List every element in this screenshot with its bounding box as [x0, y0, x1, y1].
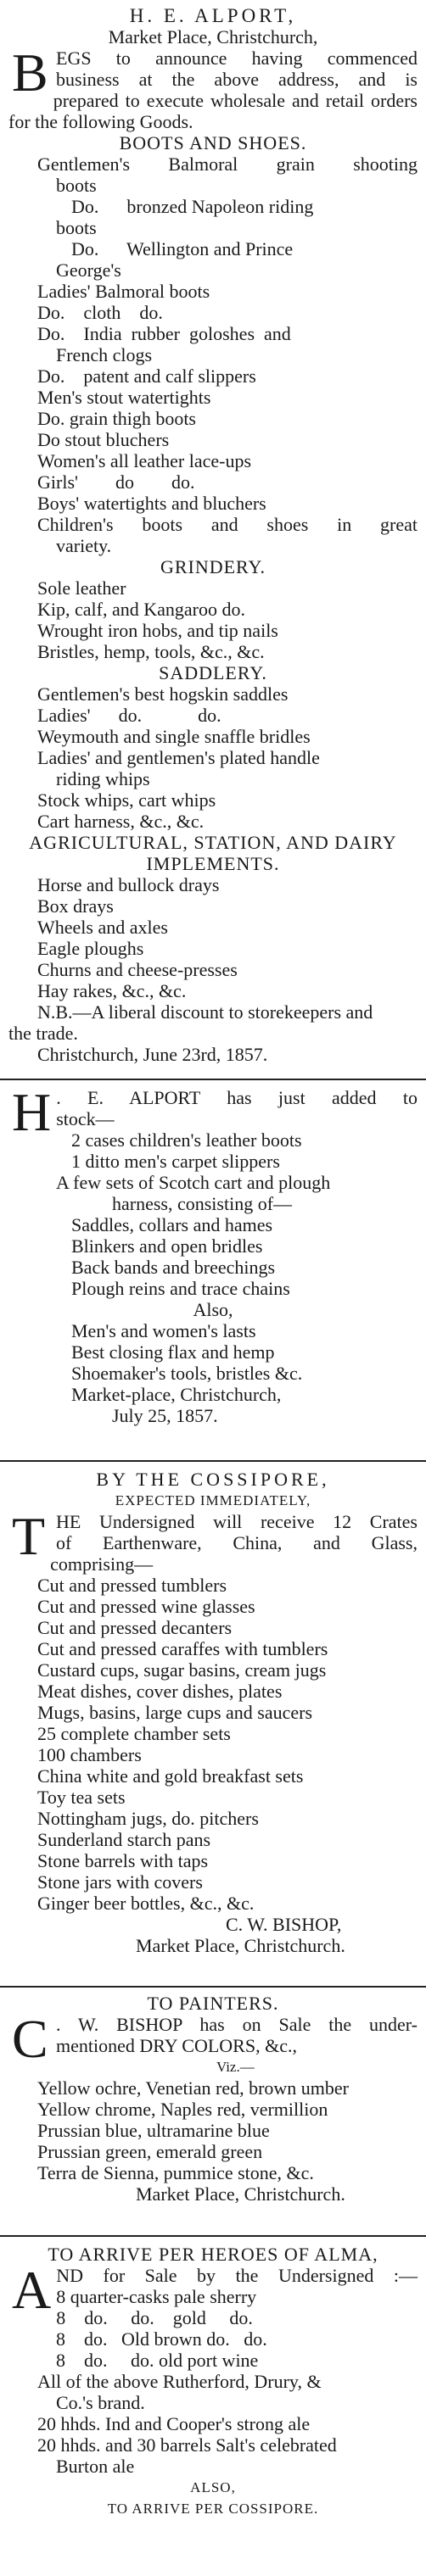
drop-capital: C — [12, 2009, 48, 2069]
dateline: Christchurch, June 23rd, 1857. — [37, 1044, 268, 1065]
item: Cut and pressed caraffes with tumblers — [37, 1638, 328, 1659]
text-line: Viz.— — [216, 2059, 255, 2075]
item: 20 hhds. and 30 barrels Salt's celebrated — [37, 2434, 337, 2456]
item: Ginger beer bottles, &c., &c. — [37, 1893, 255, 1914]
item: Do. India rubber goloshes and — [37, 323, 291, 344]
item: 1 ditto men's carpet slippers — [71, 1151, 280, 1172]
item: Eagle ploughs — [37, 938, 144, 959]
text-line: comprising— — [50, 1553, 154, 1575]
drop-capital: H — [12, 1082, 52, 1142]
item: Yellow ochre, Venetian red, brown umber — [37, 2077, 349, 2099]
item: harness, consisting of— — [112, 1193, 293, 1214]
item: Stock whips, cart whips — [37, 789, 216, 811]
item: Terra de Sienna, pummice stone, &c. — [37, 2162, 314, 2183]
text-line: business at the above address, and is — [56, 69, 418, 90]
text-line: . E. ALPORT has just added to — [56, 1087, 418, 1108]
intro-paragraph — [8, 42, 418, 132]
item: Blinkers and open bridles — [71, 1235, 263, 1257]
section-heading: BY THE COSSIPORE, — [96, 1469, 330, 1490]
item: 2 cases children's leather boots — [71, 1129, 302, 1151]
item: Burton ale — [56, 2456, 135, 2477]
text-line: . W. BISHOP has on Sale the under- — [56, 2014, 418, 2035]
item: Do. bronzed Napoleon riding — [71, 196, 314, 217]
bishop-cossipore-advertisement — [8, 1469, 418, 1956]
item: Ladies' Balmoral boots — [37, 281, 210, 302]
item: Ladies' do. do. — [37, 705, 221, 726]
waitt-advertisement — [8, 2244, 418, 2519]
item: 25 complete chamber sets — [37, 1723, 231, 1744]
item: 8 do. do. old port wine — [56, 2350, 259, 2371]
subheading: EXPECTED IMMEDIATELY, — [115, 1492, 311, 1508]
item: Back bands and breechings — [71, 1257, 276, 1278]
item: boots — [56, 217, 97, 238]
item: Nottingham jugs, do. pitchers — [37, 1808, 259, 1829]
item: Gentlemen's Balmoral grain shooting — [37, 153, 418, 175]
item: Bristles, hemp, tools, &c., &c. — [37, 641, 265, 662]
section-heading: TO PAINTERS. — [147, 1993, 279, 2014]
section-heading: IMPLEMENTS. — [146, 853, 280, 874]
item: variety. — [56, 535, 112, 556]
text-line: stock— — [56, 1108, 115, 1129]
section-heading: TO ARRIVE PER HEROES OF ALMA, — [48, 2244, 378, 2265]
section-divider — [0, 2235, 426, 2237]
item: Girls' do do. — [37, 471, 195, 493]
item: Meat dishes, cover dishes, plates — [37, 1681, 283, 1702]
section-heading: GRINDERY. — [160, 556, 266, 577]
item: Stone barrels with taps — [37, 1850, 209, 1871]
item: Market-place, Christchurch, — [71, 1384, 282, 1405]
item: Cut and pressed tumblers — [37, 1575, 227, 1596]
item: Do. cloth do. — [37, 302, 163, 323]
text-line: EGS to announce having commenced — [56, 47, 418, 69]
item: Cart harness, &c., &c. — [37, 811, 205, 832]
text-line: prepared to execute wholesale and retail orders — [53, 90, 418, 111]
dateline: July 25, 1857. — [112, 1405, 218, 1426]
signature: C. W. BISHOP, — [226, 1914, 342, 1935]
item: China white and gold breakfast sets — [37, 1765, 304, 1787]
item: Sunderland starch pans — [37, 1829, 211, 1850]
item: A few sets of Scotch cart and plough — [56, 1172, 331, 1193]
item: Churns and cheese-presses — [37, 959, 238, 980]
item: Do. Wellington and Prince — [71, 238, 294, 259]
item: Wrought iron hobs, and tip nails — [37, 620, 278, 641]
item: Wheels and axles — [37, 917, 168, 938]
footnote: N.B.—A liberal discount to storekeepers and — [37, 1001, 373, 1023]
text-line: mentioned DRY COLORS, &c., — [56, 2035, 297, 2056]
item: Mugs, basins, large cups and saucers — [37, 1702, 313, 1723]
bishop-painters-advertisement — [8, 1993, 418, 2205]
item: Best closing flax and hemp — [71, 1341, 275, 1363]
item: Hay rakes, &c., &c. — [37, 980, 187, 1001]
section-heading: BOOTS AND SHOES. — [119, 132, 307, 153]
item: Ladies' and gentlemen's plated handle — [37, 747, 320, 768]
item: Saddles, collars and hames — [71, 1214, 273, 1235]
item: Prussian blue, ultramarine blue — [37, 2120, 270, 2141]
item: Men's stout watertights — [37, 387, 211, 408]
item: George's — [56, 259, 121, 281]
item: Prussian green, emerald green — [37, 2141, 263, 2162]
subheading: TO ARRIVE PER COSSIPORE. — [107, 2501, 319, 2517]
item: Plough reins and trace chains — [71, 1278, 290, 1299]
item: Men's and women's lasts — [71, 1320, 256, 1341]
item: Do. patent and calf slippers — [37, 365, 256, 387]
subheading: ALSO, — [190, 2479, 236, 2495]
item: 8 quarter-casks pale sherry — [56, 2286, 257, 2307]
item: 20 hhds. Ind and Cooper's strong ale — [37, 2413, 311, 2434]
item: Women's all leather lace-ups — [37, 450, 252, 471]
item: Do stout bluchers — [37, 429, 170, 450]
text-line: ND for Sale by the Undersigned :— — [56, 2265, 418, 2286]
item: 8 do. do. gold do. — [56, 2307, 253, 2328]
item: Do. grain thigh boots — [37, 408, 196, 429]
advertiser-address: Market Place, Christchurch, — [108, 26, 318, 47]
item: Shoemaker's tools, bristles &c. — [71, 1363, 303, 1384]
item: Cut and pressed wine glasses — [37, 1596, 255, 1617]
text-line: HE Undersigned will receive 12 Crates — [56, 1511, 418, 1532]
item: boots — [56, 175, 97, 196]
item: 8 do. Old brown do. do. — [56, 2328, 267, 2350]
item: Cut and pressed decanters — [37, 1617, 233, 1638]
item: Yellow chrome, Naples red, vermillion — [37, 2099, 328, 2120]
text-line: for the following Goods. — [8, 111, 193, 132]
advertiser-name: H. E. ALPORT, — [129, 5, 297, 26]
text-line: Also, — [193, 1299, 233, 1320]
item: Boys' watertights and bluchers — [37, 493, 266, 514]
section-divider — [0, 1079, 426, 1080]
alport-stock-advertisement — [8, 1082, 418, 1426]
section-divider — [0, 1460, 426, 1462]
item: Weymouth and single snaffle bridles — [37, 726, 311, 747]
text-line: of Earthenware, China, and Glass, — [56, 1532, 418, 1553]
drop-capital: T — [12, 1506, 46, 1566]
item: All of the above Rutherford, Drury, & — [37, 2371, 322, 2392]
section-heading: AGRICULTURAL, STATION, AND DAIRY — [29, 832, 397, 853]
item: Custard cups, sugar basins, cream jugs — [37, 1659, 327, 1681]
item: Gentlemen's best hogskin saddles — [37, 683, 289, 705]
alport-advertisement — [8, 5, 418, 1065]
item: Toy tea sets — [37, 1787, 126, 1808]
item: Co.'s brand. — [56, 2392, 145, 2413]
item: Children's boots and shoes in great — [37, 514, 418, 535]
item: riding whips — [56, 768, 150, 789]
section-heading: SADDLERY. — [159, 662, 267, 683]
drop-capital: A — [12, 2260, 52, 2320]
item: Horse and bullock drays — [37, 874, 220, 895]
section-divider — [0, 1986, 426, 1988]
drop-capital: B — [12, 42, 48, 103]
item: French clogs — [56, 344, 153, 365]
item: Box drays — [37, 895, 114, 917]
item: 100 chambers — [37, 1744, 142, 1765]
address-line: Market Place, Christchurch. — [136, 2183, 345, 2205]
address-line: Market Place, Christchurch. — [136, 1935, 345, 1956]
item: Kip, calf, and Kangaroo do. — [37, 599, 245, 620]
footnote: the trade. — [8, 1023, 78, 1044]
item: Sole leather — [37, 577, 126, 599]
item: Stone jars with covers — [37, 1871, 203, 1893]
